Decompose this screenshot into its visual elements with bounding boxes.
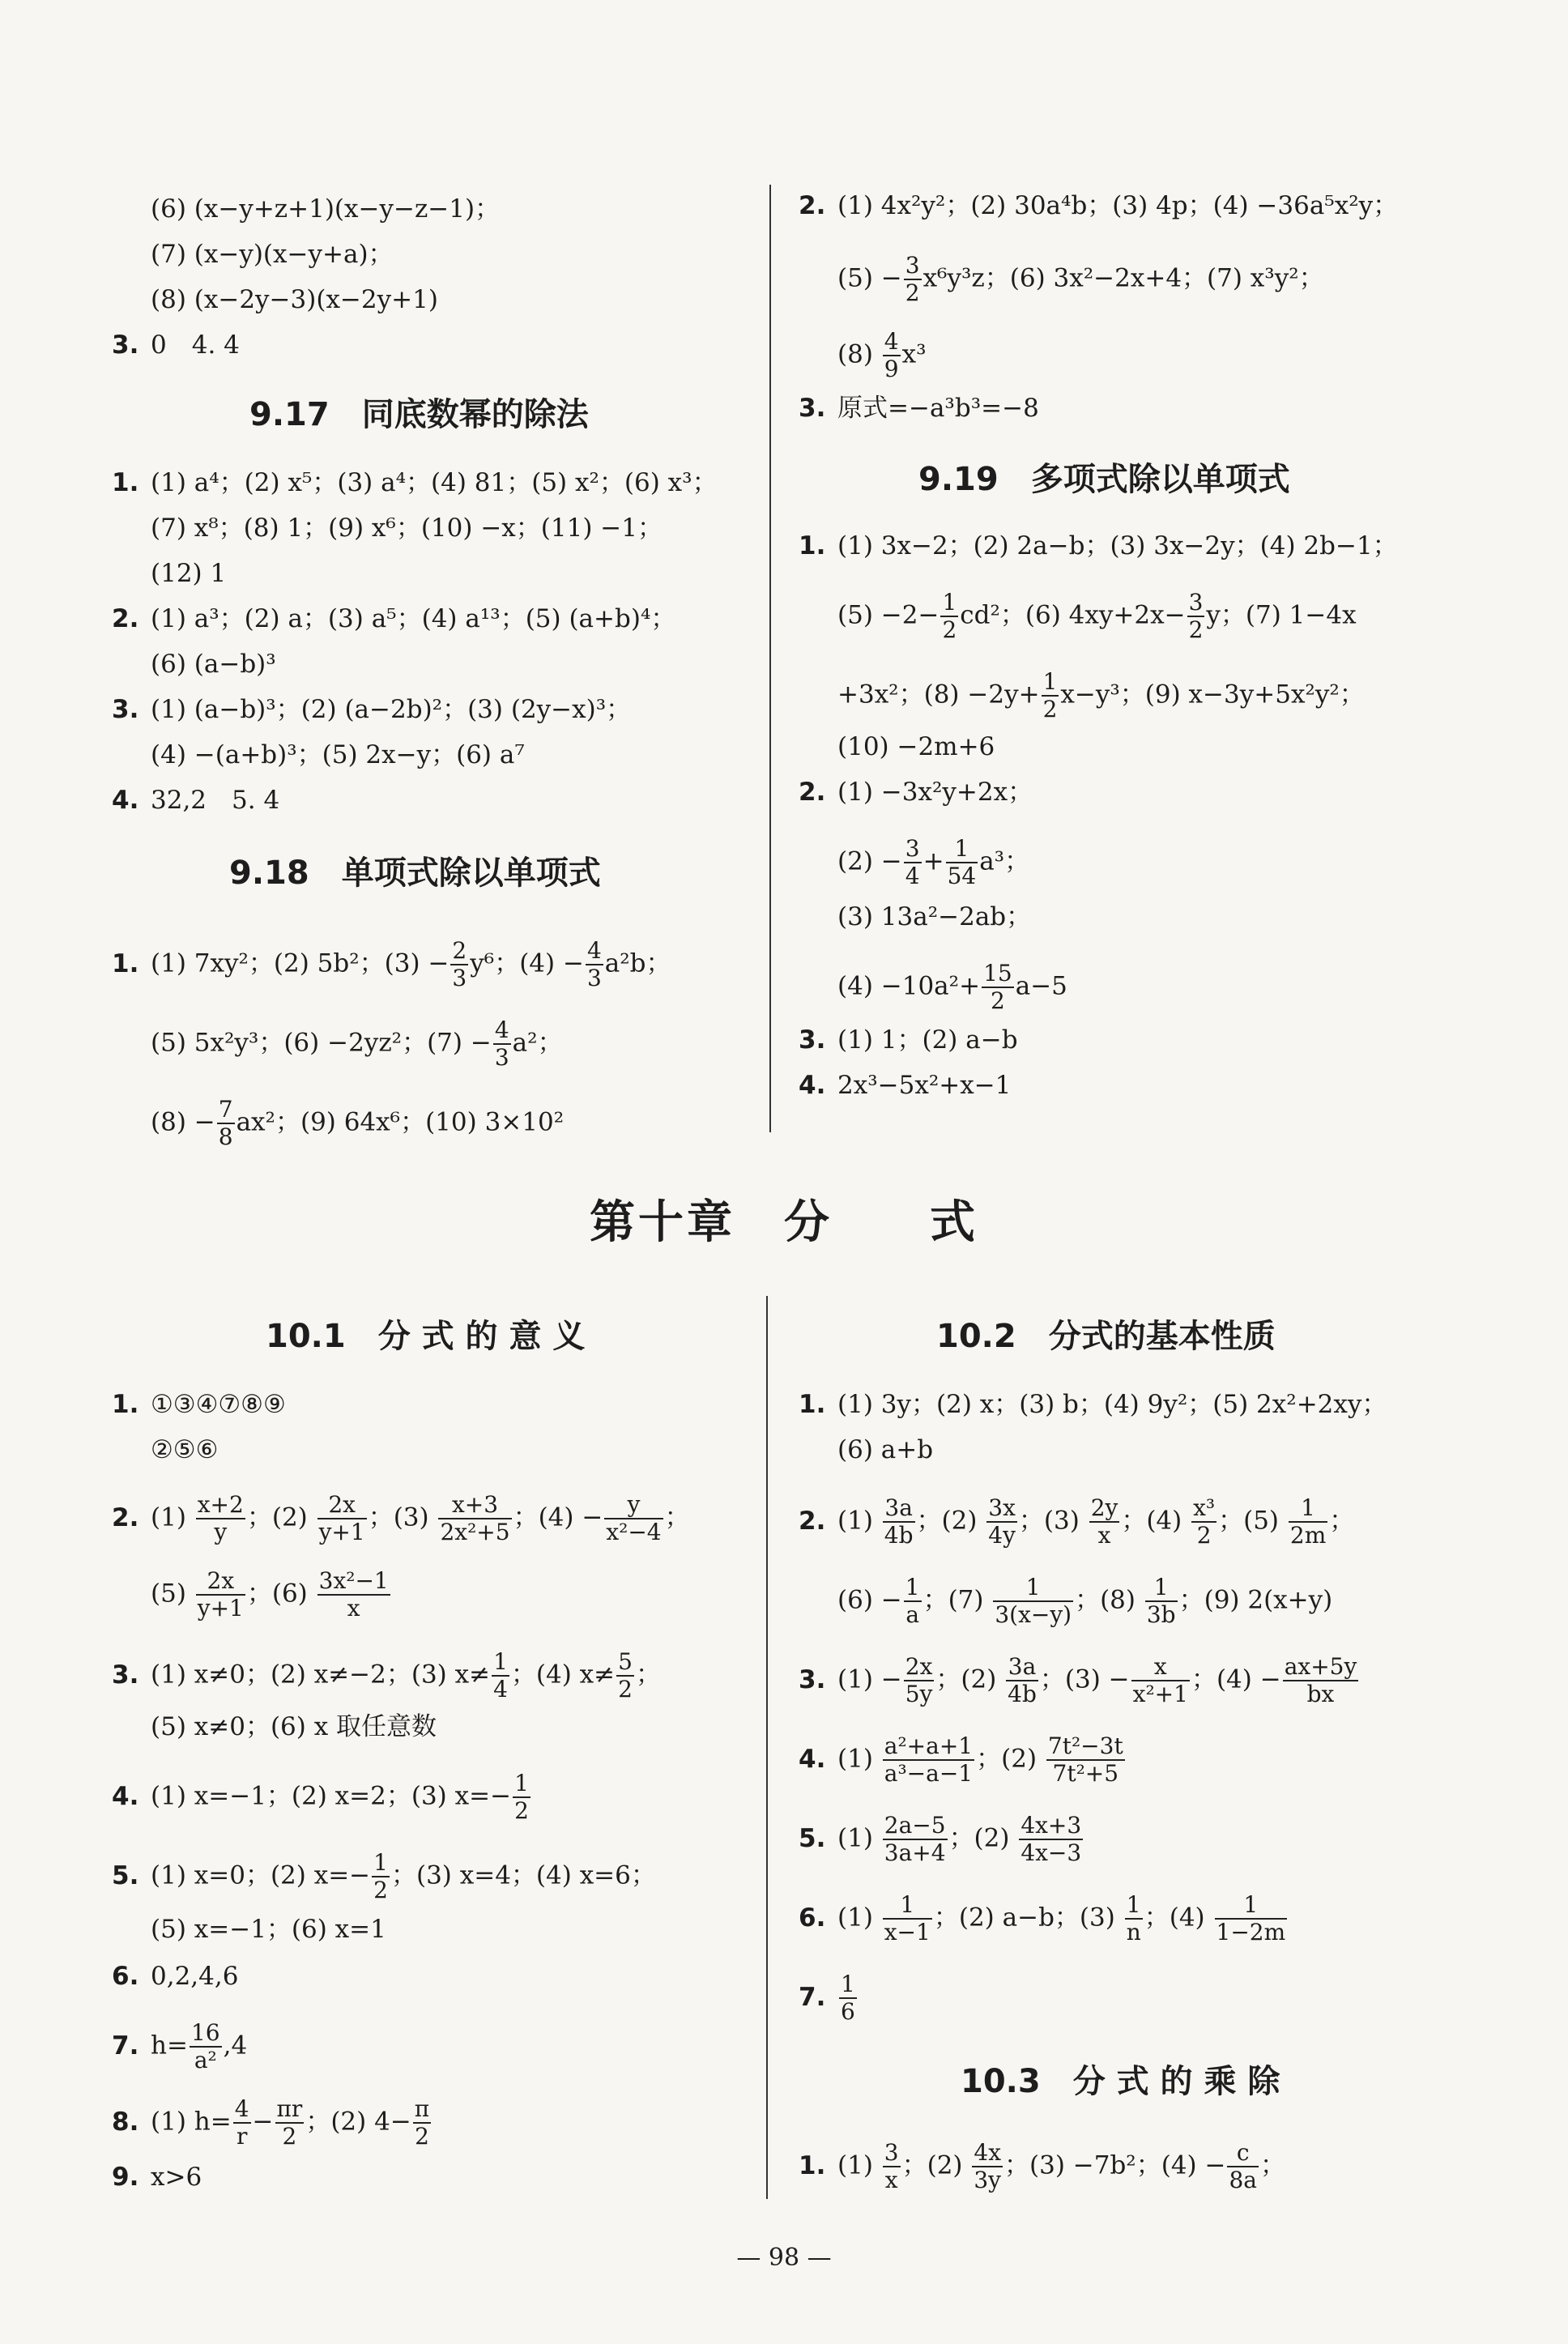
answer-line: 3. (1) x≠0；(2) x≠−2；(3) x≠ $\frac{1}{4}$ ；(4) x≠ $\frac{5}{2}$ ；: [112, 1648, 661, 1703]
fraction: $\frac{\pi r}{2}$: [276, 2095, 303, 2150]
answer-line: (7) (x−y)(x−y+a)；: [151, 240, 394, 269]
fraction: $\frac{c}{8a}$: [1229, 2139, 1257, 2193]
answer-line: (10) −2m+6: [837, 732, 995, 761]
fraction: $\frac{ax+5y}{bx}$: [1284, 1653, 1357, 1707]
fraction: $\frac{3}{2}$: [905, 252, 920, 306]
fraction: $\frac{4}{r}$: [234, 2095, 249, 2150]
column-divider-top: [769, 185, 771, 1132]
fraction: $\frac{y}{\text{x²−4}}$: [606, 1491, 662, 1545]
answer-line: 4. (1) x=−1；(2) x=2；(3) x=− $\frac{1}{2}$: [112, 1770, 529, 1824]
answer-line: 2. (1) 4x²y²；(2) 30a⁴b；(3) 4p；(4) −36a⁵x²y；: [799, 191, 1399, 220]
fraction: $\frac{2a-5}{3a+4}$: [884, 1812, 946, 1866]
answer-line: 6. (1) $\frac{1}{x-1}$ ；(2) a−b；(3) $\frac{1}{n}$ ；(4) $\frac{1}{1-2m}$: [799, 1891, 1286, 1946]
section-title-9-18: 9.18 单项式除以单项式: [229, 854, 601, 892]
fraction: $\frac{1}{a}$: [905, 1574, 920, 1628]
fraction: $\frac{3}{x}$: [884, 2139, 899, 2193]
answer-line: (4) −(a+b)³；(5) 2x−y；(6) a⁷: [151, 740, 525, 769]
fraction: $\frac{3a}{4b}$: [884, 1494, 914, 1549]
chapter-title: 第十章 分 式: [590, 1196, 978, 1249]
column-divider-bottom: [766, 1296, 768, 2199]
answer-line: 3. 0 4. 4: [112, 330, 240, 360]
answer-line: 1. ①③④⑦⑧⑨: [112, 1390, 286, 1419]
fraction: $\frac{1}{54}$: [947, 835, 977, 889]
fraction: $\frac{1}{2m}$: [1289, 1494, 1327, 1549]
answer-line: (8) (x−2y−3)(x−2y+1): [151, 285, 438, 314]
answer-line: 1. (1) $\frac{3}{x}$ ；(2) $\frac{4x}{3y}$ ；(3) −7b²；(4) − $\frac{c}{8a}$ ；: [799, 2139, 1285, 2193]
fraction: $\frac{1}{x-1}$: [884, 1891, 931, 1946]
answer-line: (5) 5x²y³；(6) −2yz²；(7) − $\frac{4}{3}$ a²；: [151, 1016, 563, 1071]
fraction: $\frac{4x+3}{4x-3}$: [1020, 1812, 1082, 1866]
answer-line: 2. (1) $\frac{3a}{4b}$ ；(2) $\frac{3x}{4y}$ ；(3) $\frac{2y}{x}$ ；(4) $\frac{\text{x³}}{2}$ ；(5) $\frac{1}{2m}$ ；: [799, 1494, 1355, 1549]
answer-line: 2. (1) −3x²y+2x；: [799, 778, 1033, 807]
answer-line: 5. (1) x=0；(2) x=− $\frac{1}{2}$ ；(3) x=4；(4) x=6；: [112, 1849, 656, 1903]
answer-line: (8) − $\frac{7}{8}$ ax²；(9) 64x⁶；(10) 3×10²: [151, 1096, 565, 1150]
answer-line: 3. (1) − $\frac{2x}{5y}$ ；(2) $\frac{3a}{4b}$ ；(3) − $\frac{x}{\text{x²+1}}$ ；(4) − $\frac{ax+5y}{bx}$: [799, 1653, 1357, 1707]
answer-line: 9. x>6: [112, 2163, 202, 2192]
answer-line: (6) (x−y+z+1)(x−y−z−1)；: [151, 194, 501, 224]
fraction: $\frac{4x}{3y}$: [974, 2139, 1001, 2193]
section-title-10-1: 10.1 分 式 的 意 义: [266, 1318, 586, 1355]
fraction: $\frac{\pi}{2}$: [414, 2095, 430, 2150]
answer-line: +3x²；(8) −2y+ $\frac{1}{2}$ x−y³；(9) x−3y+5x²y²；: [837, 668, 1365, 722]
fraction: $\frac{1}{2}$: [373, 1849, 388, 1903]
answer-line: 7. h= $\frac{16}{\text{a²}}$ ,4: [112, 2019, 248, 2073]
answer-line: 3. (1) 1；(2) a−b: [799, 1025, 1018, 1055]
fraction: $\frac{1}{2}$: [514, 1770, 529, 1824]
fraction: $\frac{2}{3}$: [452, 937, 467, 991]
answer-line: 1. (1) 7xy²；(2) 5b²；(3) − $\frac{2}{3}$ y⁶；(4) − $\frac{4}{3}$ a²b；: [112, 937, 671, 991]
page-number: — 98 —: [736, 2244, 832, 2272]
fraction: $\frac{4}{9}$: [884, 328, 899, 382]
answer-line: 3. 原式=−a³b³=−8: [799, 394, 1039, 423]
answer-line: 1. (1) a⁴；(2) x⁵；(3) a⁴；(4) 81；(5) x²；(6) x³；: [112, 468, 718, 497]
fraction: $\frac{7}{8}$: [218, 1096, 233, 1150]
answer-line: (5) − $\frac{3}{2}$ x⁶y³z；(6) 3x²−2x+4；(7) x³y²；: [837, 252, 1324, 306]
fraction: $\frac{1}{6}$: [841, 1971, 855, 2025]
answer-line: 8. (1) h= $\frac{4}{r}$ − $\frac{\pi r}{2}$ ；(2) 4− $\frac{\pi}{2}$: [112, 2095, 430, 2150]
answer-line: 2. (1) a³；(2) a；(3) a⁵；(4) a¹³；(5) (a+b)⁴；: [112, 604, 676, 633]
answer-line: 4. (1) $\frac{\text{a²+a+1}}{\text{a³−a−1}}$ ；(2) $\frac{\text{7t²−3t}}{\text{7t²+5}}$: [799, 1732, 1123, 1787]
answer-line: (8) $\frac{4}{9}$ x³: [837, 328, 927, 382]
answer-line: (6) − $\frac{1}{a}$ ；(7) $\frac{1}{3(x-y)}$ ；(8) $\frac{1}{3b}$ ；(9) 2(x+y): [837, 1574, 1333, 1628]
fraction: $\frac{3a}{4b}$: [1008, 1653, 1037, 1707]
answer-line: ②⑤⑥: [151, 1435, 219, 1464]
answer-line: 4. 2x³−5x²+x−1: [799, 1071, 1012, 1100]
fraction: $\frac{1}{2}$: [942, 589, 957, 643]
answer-line: (4) −10a²+ $\frac{15}{2}$ a−5: [837, 960, 1067, 1014]
fraction: $\frac{1}{3(x-y)}$: [995, 1574, 1072, 1628]
answer-line: 1. (1) 3x−2；(2) 2a−b；(3) 3x−2y；(4) 2b−1；: [799, 531, 1398, 560]
fraction: $\frac{2x}{y+1}$: [197, 1567, 244, 1622]
answer-line: 4. 32,2 5. 4: [112, 786, 280, 815]
answer-line: (5) x≠0；(6) x 取任意数: [151, 1712, 437, 1741]
section-title-9-19: 9.19 多项式除以单项式: [918, 461, 1290, 498]
fraction: $\frac{5}{2}$: [618, 1648, 633, 1703]
fraction: $\frac{2x}{y+1}$: [318, 1491, 365, 1545]
section-title-10-2: 10.2 分式的基本性质: [936, 1318, 1276, 1355]
fraction: $\frac{2x}{5y}$: [905, 1653, 933, 1707]
section-title-10-3: 10.3 分 式 的 乘 除: [961, 2063, 1280, 2100]
answer-line: (12) 1: [151, 559, 227, 588]
answer-line: (5) −2− $\frac{1}{2}$ cd²；(6) 4xy+2x− $\frac{3}{2}$ y；(7) 1−4x: [837, 589, 1357, 643]
answer-line: (5) x=−1；(6) x=1: [151, 1915, 386, 1944]
fraction: $\frac{4}{3}$: [586, 937, 602, 991]
fraction: $\frac{x+3}{\text{2x²+5}}$: [440, 1491, 510, 1545]
fraction: $\frac{1}{n}$: [1126, 1891, 1141, 1946]
fraction: $\frac{1}{1-2m}$: [1216, 1891, 1286, 1946]
answer-line: 3. (1) (a−b)³；(2) (a−2b)²；(3) (2y−x)³；: [112, 695, 632, 724]
fraction: $\frac{1}{3b}$: [1146, 1574, 1176, 1628]
fraction: $\frac{4}{3}$: [494, 1016, 509, 1071]
answer-line: (2) − $\frac{3}{4}$ + $\frac{1}{54}$ a³；: [837, 835, 1030, 889]
fraction: $\frac{2y}{x}$: [1090, 1494, 1118, 1549]
fraction: $\frac{16}{\text{a²}}$: [190, 2019, 220, 2073]
fraction: $\frac{3}{2}$: [1188, 589, 1204, 643]
answer-line: 1. (1) 3y；(2) x；(3) b；(4) 9y²；(5) 2x²+2xy；: [799, 1390, 1387, 1419]
fraction: $\frac{\text{3x²−1}}{x}$: [318, 1567, 389, 1622]
answer-line: (3) 13a²−2ab；: [837, 902, 1032, 931]
fraction: $\frac{3}{4}$: [905, 835, 920, 889]
answer-line: 6. 0,2,4,6: [112, 1962, 239, 1991]
fraction: $\frac{x}{\text{x²+1}}$: [1132, 1653, 1188, 1707]
section-title-9-17: 9.17 同底数幂的除法: [249, 396, 589, 433]
fraction: $\frac{1}{2}$: [1042, 668, 1058, 722]
fraction: $\frac{15}{2}$: [983, 960, 1012, 1014]
answer-line: 5. (1) $\frac{2a-5}{3a+4}$ ；(2) $\frac{4x+3}{4x-3}$: [799, 1812, 1082, 1866]
answer-line: (6) a+b: [837, 1435, 934, 1464]
answer-line: 7. $\frac{1}{6}$: [799, 1971, 855, 2025]
fraction: $\frac{3x}{4y}$: [988, 1494, 1016, 1549]
fraction: $\frac{\text{7t²−3t}}{\text{7t²+5}}$: [1047, 1732, 1123, 1787]
answer-line: (7) x⁸；(8) 1；(9) x⁶；(10) −x；(11) −1；: [151, 514, 663, 543]
fraction: $\frac{\text{a²+a+1}}{\text{a³−a−1}}$: [884, 1732, 974, 1787]
answer-line: (5) $\frac{2x}{y+1}$ ；(6) $\frac{\text{3x²−1}}{x}$: [151, 1567, 389, 1622]
answer-line: (6) (a−b)³: [151, 650, 276, 679]
answer-line: 2. (1) $\frac{x+2}{y}$ ；(2) $\frac{2x}{y+1}$ ；(3) $\frac{x+3}{\text{2x²+5}}$ ；(4) − $\frac{y}{\text{x²−4}}$ ；: [112, 1491, 690, 1545]
fraction: $\frac{x+2}{y}$: [197, 1491, 244, 1545]
fraction: $\frac{1}{4}$: [493, 1648, 508, 1703]
fraction: $\frac{\text{x³}}{2}$: [1193, 1494, 1216, 1549]
